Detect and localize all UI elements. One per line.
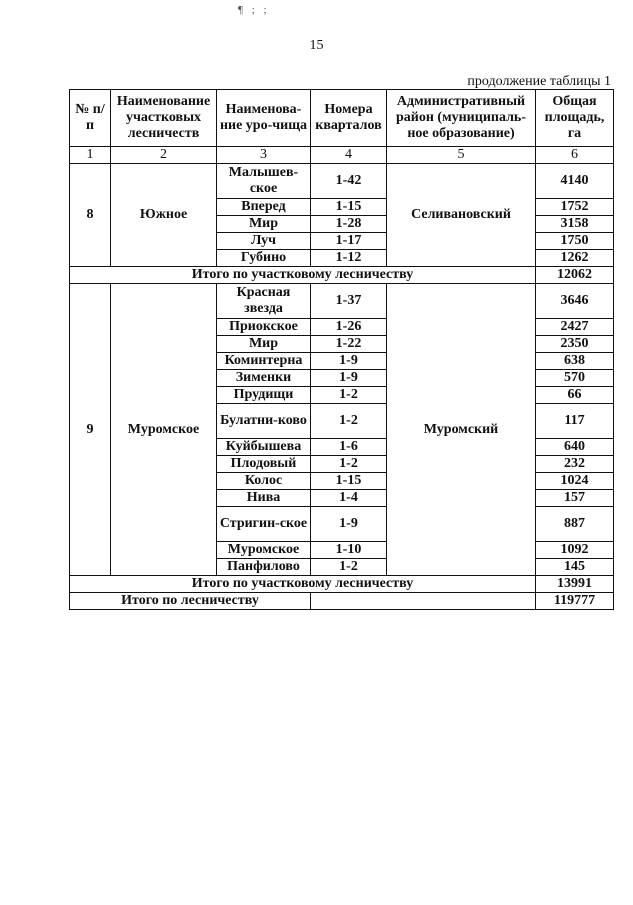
total-label: Итого по лесничеству [70, 593, 311, 610]
quarters: 1-37 [311, 284, 387, 319]
tract-name: Панфилово [217, 559, 311, 576]
subtotal-label: Итого по участковому лесничеству [70, 576, 536, 593]
tract-name: Куйбышева [217, 439, 311, 456]
header-district: Административный район (муниципаль-ное образование) [387, 90, 536, 147]
quarters: 1-15 [311, 473, 387, 490]
subtotal-value: 13991 [536, 576, 614, 593]
district-name: Селивановский [387, 164, 536, 267]
quarters: 1-26 [311, 319, 387, 336]
tract-name: Малышев-ское [217, 164, 311, 199]
tract-name: Плодовый [217, 456, 311, 473]
quarters: 1-10 [311, 542, 387, 559]
area: 3158 [536, 216, 614, 233]
area: 887 [536, 507, 614, 542]
header-number: № п/п [70, 90, 111, 147]
tract-name: Нива [217, 490, 311, 507]
total-spacer [311, 593, 536, 610]
tract-name: Красная звезда [217, 284, 311, 319]
quarters: 1-2 [311, 559, 387, 576]
header-row [70, 90, 614, 147]
column-number: 6 [536, 147, 614, 164]
total-row [70, 593, 614, 610]
header-forestry: Наименование участковых лесничеств [111, 90, 217, 147]
table-row [70, 284, 614, 319]
quarters: 1-2 [311, 456, 387, 473]
quarters: 1-2 [311, 404, 387, 439]
table-row [70, 164, 614, 199]
quarters: 1-12 [311, 250, 387, 267]
area: 1262 [536, 250, 614, 267]
total-value: 119777 [536, 593, 614, 610]
quarters: 1-6 [311, 439, 387, 456]
forestry-name: Муромское [111, 284, 217, 576]
tract-name: Прудищи [217, 387, 311, 404]
tract-name: Стригин-ское [217, 507, 311, 542]
area: 638 [536, 353, 614, 370]
area: 157 [536, 490, 614, 507]
forestry-table [69, 89, 614, 610]
area: 570 [536, 370, 614, 387]
tract-name: Вперед [217, 199, 311, 216]
quarters: 1-9 [311, 370, 387, 387]
tract-name: Губино [217, 250, 311, 267]
quarters: 1-22 [311, 336, 387, 353]
subtotal-row [70, 576, 614, 593]
area: 2350 [536, 336, 614, 353]
area: 640 [536, 439, 614, 456]
page-number: 15 [309, 38, 324, 53]
area: 2427 [536, 319, 614, 336]
quarters: 1-2 [311, 387, 387, 404]
subtotal-label: Итого по участковому лесничеству [70, 267, 536, 284]
quarters: 1-42 [311, 164, 387, 199]
quarters: 1-9 [311, 507, 387, 542]
group-number: 9 [70, 284, 111, 576]
area: 66 [536, 387, 614, 404]
quarters: 1-9 [311, 353, 387, 370]
district-name: Муромский [387, 284, 536, 576]
area: 1750 [536, 233, 614, 250]
area: 117 [536, 404, 614, 439]
tract-name: Мир [217, 216, 311, 233]
tract-name: Коминтерна [217, 353, 311, 370]
column-number: 5 [387, 147, 536, 164]
quarters: 1-4 [311, 490, 387, 507]
column-number: 1 [70, 147, 111, 164]
subtotal-row [70, 267, 614, 284]
tract-name: Муромское [217, 542, 311, 559]
header-quarters: Номера кварталов [311, 90, 387, 147]
quarters: 1-28 [311, 216, 387, 233]
area: 4140 [536, 164, 614, 199]
forestry-name: Южное [111, 164, 217, 267]
area: 1752 [536, 199, 614, 216]
column-number: 3 [217, 147, 311, 164]
tract-name: Мир [217, 336, 311, 353]
tract-name: Зименки [217, 370, 311, 387]
area: 3646 [536, 284, 614, 319]
area: 1024 [536, 473, 614, 490]
tract-name: Колос [217, 473, 311, 490]
quarters: 1-15 [311, 199, 387, 216]
column-number-row [70, 147, 614, 164]
area: 145 [536, 559, 614, 576]
tract-name: Булатни-ково [217, 404, 311, 439]
column-number: 2 [111, 147, 217, 164]
quarters: 1-17 [311, 233, 387, 250]
column-number: 4 [311, 147, 387, 164]
area: 232 [536, 456, 614, 473]
header-area: Общая площадь, га [536, 90, 614, 147]
header-tract: Наименова-ние уро-чища [217, 90, 311, 147]
group-number: 8 [70, 164, 111, 267]
scan-artifact: ¶ ; ; [238, 4, 270, 16]
tract-name: Приокское [217, 319, 311, 336]
subtotal-value: 12062 [536, 267, 614, 284]
continuation-label: продолжение таблицы 1 [467, 74, 611, 89]
area: 1092 [536, 542, 614, 559]
tract-name: Луч [217, 233, 311, 250]
